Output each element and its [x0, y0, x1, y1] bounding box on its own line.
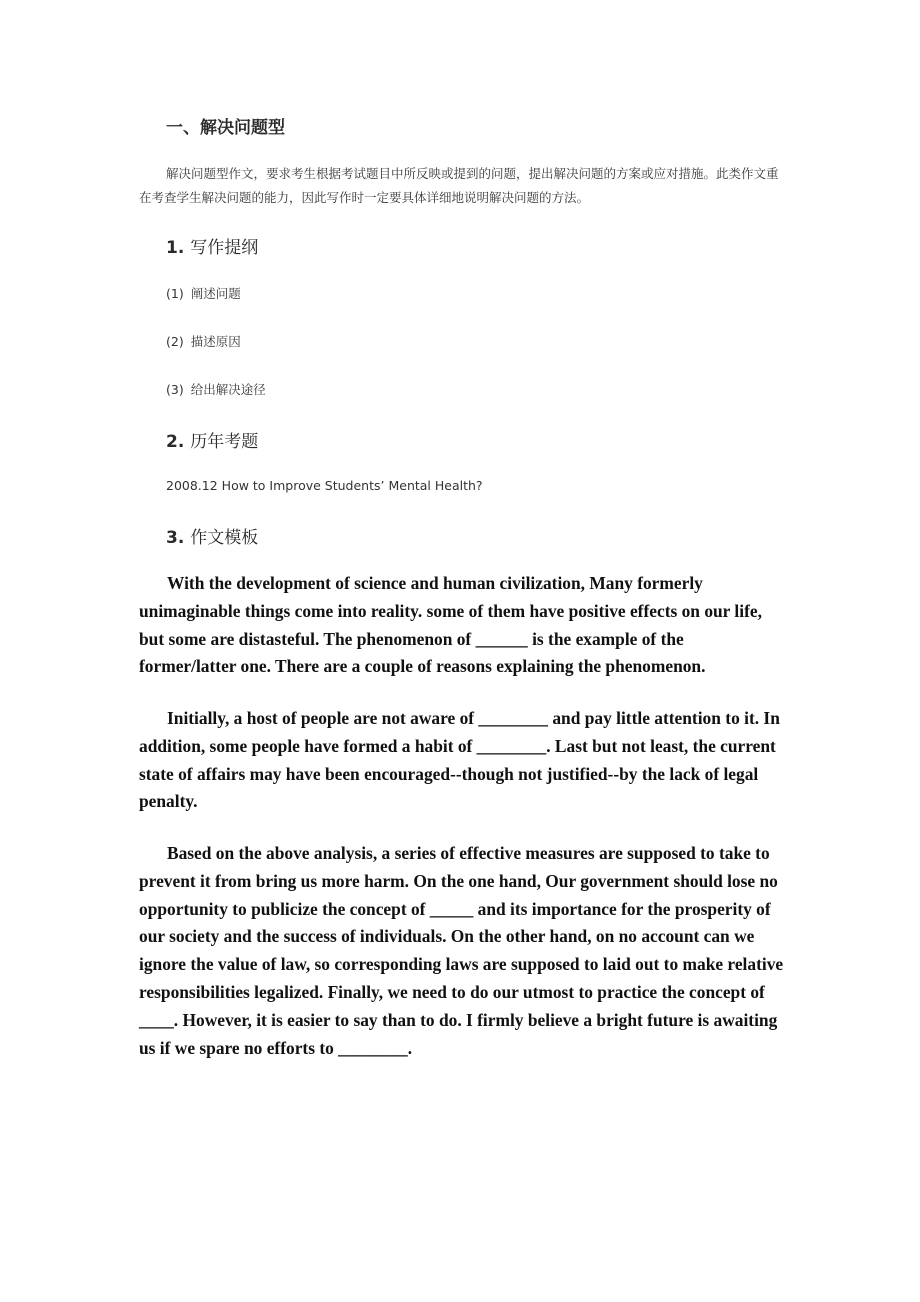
outline-item-text: 阐述问题	[190, 286, 241, 301]
outline-item-text: 描述原因	[190, 334, 241, 349]
section-heading-outline	[166, 233, 258, 258]
section-title: 作文模板	[190, 528, 259, 548]
past-question-item: 2008.12 How to Improve Students’ Mental Health?	[166, 478, 483, 493]
outline-item-index: (3)	[166, 382, 184, 397]
intro-paragraph: 解决问题型作文，要求考生根据考试题目中所反映或提到的问题，提出解决问题的方案或应对措施。此类作文重在考查学生解决问题的能力，因此写作时一定要具体详细地说明解决问题的方法。	[139, 166, 779, 205]
section-number: 2.	[166, 432, 185, 452]
section-title: 历年考题	[190, 432, 259, 452]
section-title: 写作提纲	[190, 238, 259, 258]
section-number: 3.	[166, 528, 185, 548]
outline-item-index: (2)	[166, 334, 184, 349]
section-heading-past-questions	[166, 427, 258, 452]
outline-item	[166, 380, 266, 398]
outline-item	[166, 284, 241, 302]
template-paragraph-1: With the development of science and human civilization, Many formerly unimaginable things come into reality. some of them have positive effects on our life, but some are distasteful. The phenomenon of ______ is the example of the former/latter one. There are a couple of reasons explaining the phenomenon.	[139, 573, 762, 677]
template-paragraph-2: Initially, a host of people are not aware of ________ and pay little attention to it. In addition, some people have formed a habit of ________. Last but not least, the current state of affairs may have been encouraged--though not justified--by the lack of legal penalty.	[139, 708, 780, 812]
outline-item	[166, 332, 241, 350]
template-paragraph-3: Based on the above analysis, a series of effective measures are supposed to take to prevent it from bring us more harm. On the one hand, Our government should lose no opportunity to publicize the concept of _____ and its importance for the prosperity of our society and the success of individuals. On the other hand, on no account can we ignore the value of law, so corresponding laws are supposed to laid out to make relative responsibilities legalized. Finally, we need to do our utmost to practice the concept of ____. However, it is easier to say than to do. I firmly believe a bright future is awaiting us if we spare no efforts to ________.	[139, 843, 784, 1058]
section-heading-template	[166, 523, 258, 548]
outline-item-text: 给出解决途径	[190, 382, 266, 397]
main-heading: 一、解决问题型	[166, 118, 285, 138]
section-number: 1.	[166, 238, 185, 258]
outline-item-index: (1)	[166, 286, 184, 301]
